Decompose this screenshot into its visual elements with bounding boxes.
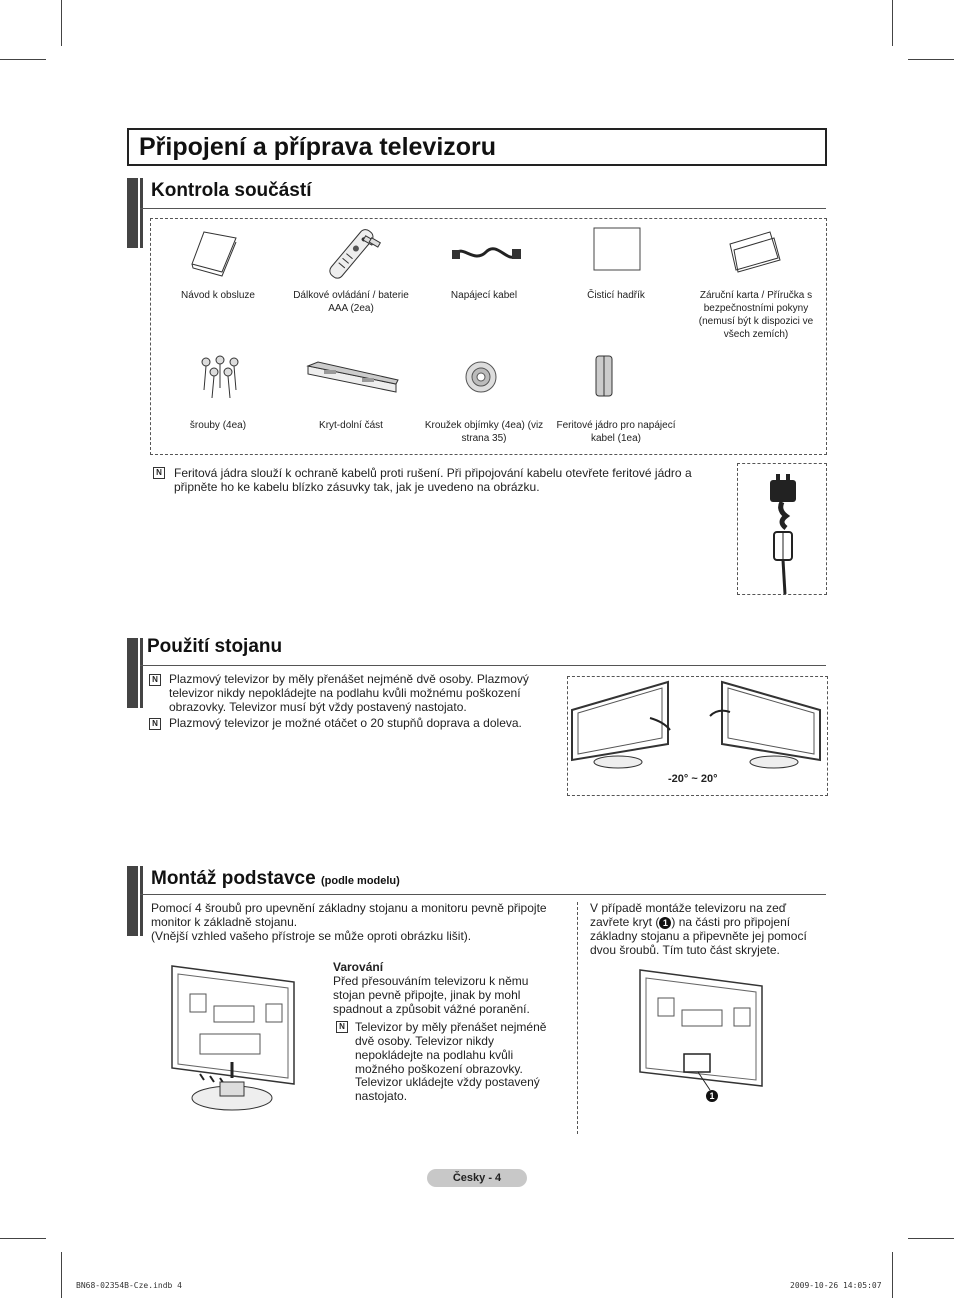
tv-back-cover-figure	[638, 968, 768, 1094]
stand-note-carry: Plazmový televizor by měly přenášet nejméně dvě osoby. Plazmový televizor nikdy nepokládejte na podlahu kvůli možnému poškození obrazovky. Televizor musí být vždy postavený nastojato.	[169, 672, 529, 714]
cover-bottom-icon	[306, 360, 398, 396]
section-marker	[127, 178, 138, 248]
item-label: Feritové jádro pro napájecí kabel (1ea)	[556, 420, 676, 444]
item-label: Záruční karta / Příručka s bezpečnostními pokyny (nemusí být k dispozici ve všech zemích)	[698, 290, 814, 340]
item-label: šrouby (4ea)	[189, 420, 247, 431]
assembly-intro-note: (Vnější vzhled vašeho přístroje se může oproti obrázku lišit).	[151, 929, 472, 943]
figure-marker-1: 1	[706, 1090, 718, 1102]
assembly-intro: Pomocí 4 šroubů pro upevnění základny stojanu a monitoru pevně připojte monitor k základně stojanu.	[151, 901, 547, 929]
wall-mount-instructions: V případě montáže televizoru na zeď zavřete kryt ( 1 ) na části pro připojení základny stojanu a připevněte jej pomocí dvou šroubů. Tím tuto část skryjete.	[590, 901, 807, 957]
column-divider	[577, 902, 578, 1134]
section-marker	[127, 866, 138, 936]
ferrite-cable-figure	[760, 472, 804, 592]
section-title-assembly: Montáž podstavce (podle modelu)	[151, 868, 400, 889]
tv-rotate-right-figure	[716, 680, 822, 772]
warning-note: Televizor by měly přenášet nejméně dvě osoby. Televizor nikdy nepokládejte na podlahu kvůli možného poškození obrazovky.	[355, 1020, 547, 1076]
note-icon: N	[336, 1021, 348, 1033]
section-marker	[127, 638, 138, 708]
screws-icon	[192, 354, 248, 402]
warning-text: Před přesouváním televizoru k němu stojan pevně připojte, jinak by mohl spadnout a způsobit vážné poranění.	[333, 974, 530, 1016]
remote-icon	[320, 226, 390, 282]
item-label: Čisticí hadřík	[587, 290, 645, 301]
manual-icon	[190, 228, 250, 278]
cloth-icon	[592, 226, 644, 274]
ferrite-core-icon	[592, 354, 616, 398]
item-label: Dálkové ovládání / baterie AAA (2ea)	[293, 290, 409, 314]
tv-back-stand-figure	[170, 964, 300, 1118]
holder-ring-icon	[464, 360, 500, 396]
marker-1: 1	[659, 917, 671, 929]
section-divider	[140, 665, 826, 666]
page-number: Česky - 4	[427, 1169, 527, 1187]
file-name: BN68-02354B-Cze.indb 4	[76, 1281, 182, 1290]
item-label: Kroužek objímky (4ea) (viz strana 35)	[424, 420, 544, 444]
section-divider	[140, 894, 826, 895]
section-title-stand: Použití stojanu	[147, 636, 283, 657]
stand-note-rotate: Plazmový televizor je možné otáčet o 20 stupňů doprava a doleva.	[169, 716, 522, 730]
note-icon: N	[149, 674, 161, 686]
warranty-card-icon	[726, 230, 782, 272]
ferrite-note: Feritová jádra slouží k ochraně kabelů proti rušení. Při připojování kabelu otevřete feritové jádro a připněte ho ke kabelu blízko zásuvky tak, jak je uvedeno na obrázku.	[174, 466, 692, 494]
item-label: Návod k obsluze	[181, 290, 255, 301]
warning-title: Varování	[333, 960, 384, 974]
section-divider	[140, 208, 826, 209]
warning-note-upright: Televizor ukládejte vždy postavený nastojato.	[355, 1075, 540, 1103]
section-title-components: Kontrola součástí	[151, 180, 312, 201]
page-title: Připojení a příprava televizoru	[139, 133, 497, 161]
page-title-box	[127, 128, 827, 166]
note-icon: N	[149, 718, 161, 730]
section-title-suffix: (podle modelu)	[320, 875, 400, 887]
item-label: Napájecí kabel	[450, 290, 518, 301]
power-cable-icon	[452, 240, 522, 270]
print-timestamp: 2009-10-26 14:05:07	[790, 1281, 882, 1290]
note-icon: N	[153, 467, 165, 479]
tv-rotate-left-figure	[570, 680, 674, 772]
rotation-angle-label: -20° ~ 20°	[668, 773, 718, 785]
item-label: Kryt-dolní část	[319, 420, 383, 431]
